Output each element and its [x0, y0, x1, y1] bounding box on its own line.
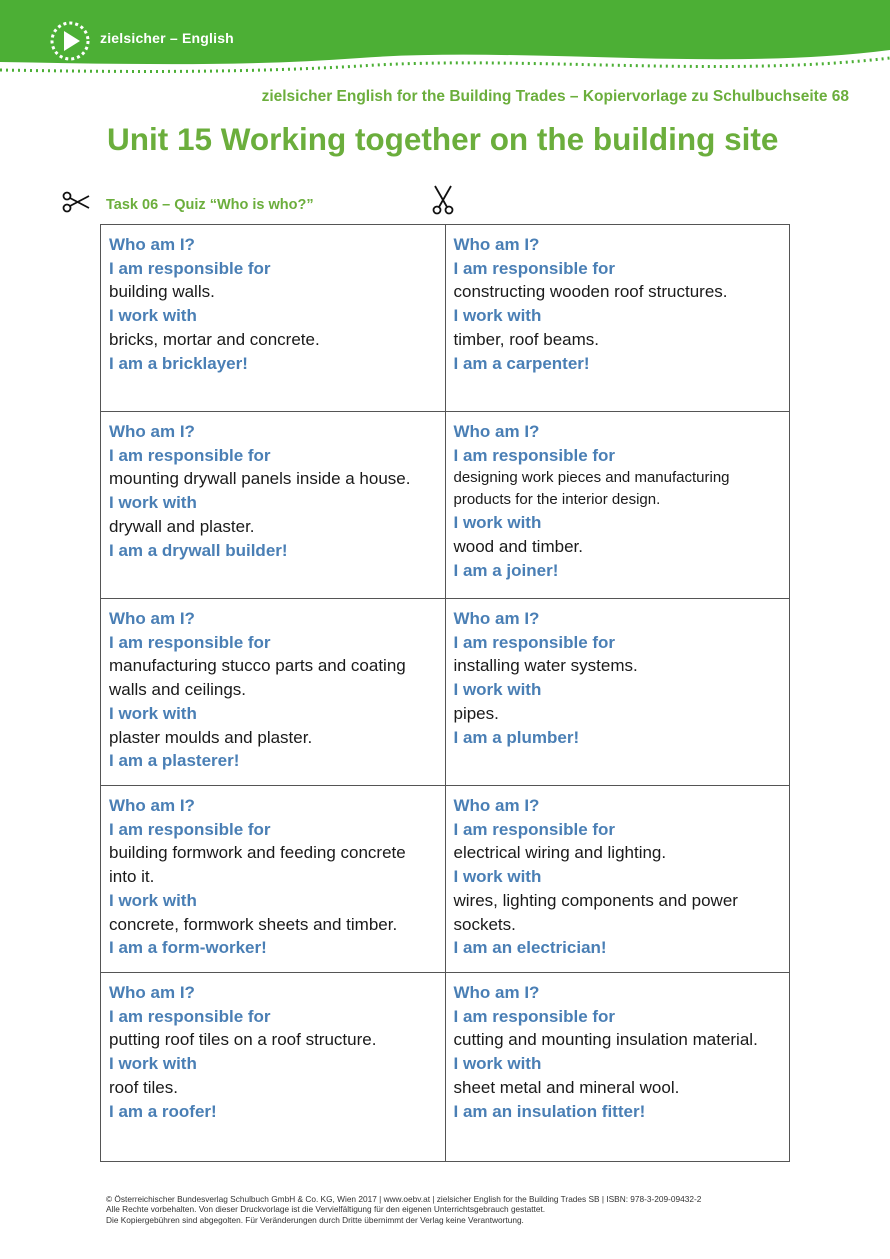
quiz-card	[101, 412, 446, 599]
quiz-card	[101, 973, 446, 1162]
card-responsibility-label: I am responsible for	[109, 632, 271, 652]
card-question: Who am I?	[109, 609, 195, 628]
card-work-label: I work with	[109, 1054, 197, 1074]
footer-copyright: © Österreichischer Bundesverlag Schulbuch GmbH & Co. KG, Wien 2017 | www.oebv.at | zielsicher English for the Building Trades SB | ISBN: 978-3-209-09432-2	[106, 1194, 702, 1204]
card-answer: I am a joiner!	[453, 560, 559, 580]
card-work-label: I work with	[453, 513, 542, 533]
card-responsibility-text: putting roof tiles on a roof structure.	[109, 1030, 377, 1050]
card-responsibility-label: I am responsible for	[109, 258, 271, 278]
brand-name: zielsicher – English	[100, 30, 234, 46]
card-answer: I am an electrician!	[453, 938, 607, 958]
page-subtitle: zielsicher English for the Building Trades – Kopiervorlage zu Schulbuchseite 68	[261, 88, 849, 105]
quiz-card	[445, 599, 790, 786]
card-responsibility-text: mounting drywall panels inside a house.	[109, 469, 411, 489]
card-work-text: timber, roof beams.	[453, 329, 600, 349]
card-question: Who am I?	[453, 422, 540, 441]
quiz-card	[445, 786, 790, 973]
card-answer: I am a roofer!	[109, 1101, 217, 1121]
card-responsibility-text: manufacturing stucco parts and coating	[109, 656, 406, 676]
card-question: Who am I?	[453, 235, 540, 254]
quiz-card	[101, 786, 446, 973]
card-question: Who am I?	[453, 609, 540, 628]
quiz-card	[445, 412, 790, 599]
play-logo-icon	[49, 20, 91, 62]
card-work-text: drywall and plaster.	[109, 516, 255, 536]
card-work-text: pipes.	[453, 703, 499, 723]
card-answer: I am a plasterer!	[109, 751, 240, 771]
card-work-text: wood and timber.	[453, 537, 583, 557]
card-responsibility-text: building walls.	[109, 282, 215, 302]
card-work-label: I work with	[109, 890, 197, 910]
card-responsibility-label: I am responsible for	[109, 819, 271, 839]
card-responsibility-text: building formwork and feeding concrete	[109, 843, 406, 863]
card-question: Who am I?	[109, 422, 195, 441]
card-question: Who am I?	[109, 796, 195, 815]
card-question: Who am I?	[453, 983, 540, 1002]
card-work-text: sockets.	[453, 914, 516, 934]
card-work-label: I work with	[109, 493, 197, 513]
card-question: Who am I?	[109, 983, 195, 1002]
card-answer: I am a bricklayer!	[109, 353, 248, 373]
card-work-label: I work with	[453, 1054, 542, 1074]
footer-rights: Alle Rechte vorbehalten. Von dieser Druckvorlage ist die Vervielfältigung für den eigenen Unterrichtsgebrauch gestattet.	[106, 1204, 546, 1215]
card-work-text: roof tiles.	[109, 1077, 178, 1097]
card-responsibility-text: cutting and mounting insulation material.	[453, 1030, 758, 1050]
card-work-label: I work with	[453, 680, 542, 700]
card-responsibility-text: walls and ceilings.	[109, 680, 247, 700]
quiz-card-grid	[100, 224, 790, 1162]
card-responsibility-label: I am responsible for	[453, 258, 616, 278]
card-answer: I am a form-worker!	[109, 938, 267, 958]
card-work-text: bricks, mortar and concrete.	[109, 329, 320, 349]
card-work-text: wires, lighting components and power	[453, 890, 738, 910]
card-work-text: concrete, formwork sheets and timber.	[109, 914, 398, 934]
card-responsibility-text: into it.	[109, 867, 155, 887]
task-label: Task 06 – Quiz “Who is who?”	[106, 197, 314, 213]
card-work-text: sheet metal and mineral wool.	[453, 1077, 680, 1097]
footer	[106, 1194, 701, 1225]
card-responsibility-label: I am responsible for	[109, 1006, 271, 1026]
footer-disclaimer: Die Kopiergebühren sind abgegolten. Für Veränderungen durch Dritte übernimmt der Verlag keine Verantwortung.	[106, 1214, 524, 1225]
card-question: Who am I?	[453, 796, 540, 815]
card-work-label: I work with	[109, 306, 197, 326]
card-responsibility-text: products for the interior design.	[453, 491, 661, 509]
card-work-label: I work with	[453, 867, 542, 887]
card-answer: I am a plumber!	[453, 727, 580, 747]
card-answer: I am a carpenter!	[453, 353, 590, 373]
card-work-label: I work with	[453, 306, 542, 326]
card-responsibility-label: I am responsible for	[453, 445, 616, 465]
card-responsibility-label: I am responsible for	[453, 819, 616, 839]
card-responsibility-text: installing water systems.	[453, 656, 638, 676]
quiz-card	[101, 599, 446, 786]
card-responsibility-label: I am responsible for	[453, 1006, 616, 1026]
card-work-text: plaster moulds and plaster.	[109, 727, 313, 747]
card-responsibility-label: I am responsible for	[453, 632, 616, 652]
quiz-card	[445, 225, 790, 412]
card-answer: I am a drywall builder!	[109, 540, 288, 560]
card-answer: I am an insulation fitter!	[453, 1101, 646, 1121]
scissors-icon	[62, 191, 90, 213]
page-title: Unit 15 Working together on the building site	[107, 121, 779, 157]
card-work-label: I work with	[109, 703, 197, 723]
card-responsibility-label: I am responsible for	[109, 445, 271, 465]
header-band	[0, 0, 890, 80]
scissors-vertical-icon	[432, 185, 454, 215]
card-responsibility-text: electrical wiring and lighting.	[453, 843, 667, 863]
quiz-card	[101, 225, 446, 412]
card-responsibility-text: designing work pieces and manufacturing	[453, 469, 730, 487]
card-question: Who am I?	[109, 235, 195, 254]
quiz-card	[445, 973, 790, 1162]
card-responsibility-text: constructing wooden roof structures.	[453, 282, 728, 302]
